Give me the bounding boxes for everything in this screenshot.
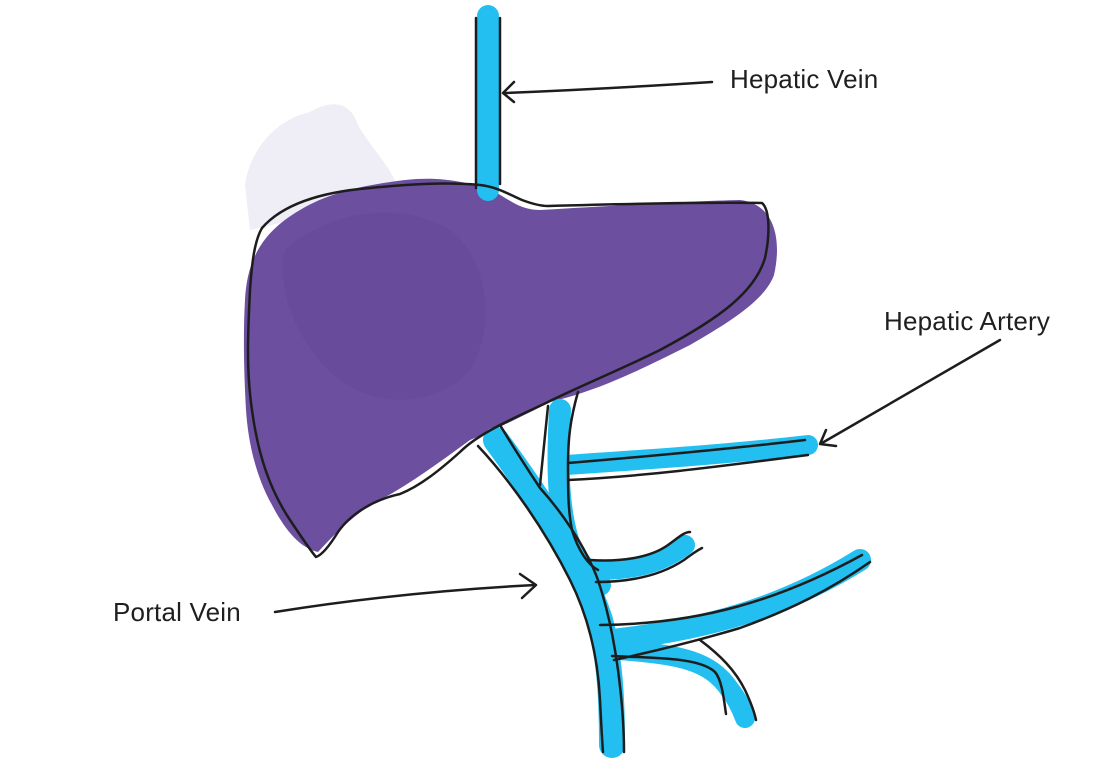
vessel-fills — [496, 410, 860, 745]
hepatic-vein-label: Hepatic Vein — [730, 64, 879, 94]
hepatic-artery-branch — [565, 445, 808, 465]
hepatic-artery-arrowhead — [820, 430, 836, 446]
artery-trunk — [558, 410, 600, 585]
hepatic-artery-leader — [822, 340, 1000, 443]
portal-vein-leader — [275, 585, 535, 612]
hepatic-vein-leader — [505, 82, 712, 93]
hepatic-artery-label: Hepatic Artery — [884, 306, 1051, 336]
portal-vein-label: Portal Vein — [113, 597, 241, 627]
artery-outline-left — [540, 406, 548, 485]
